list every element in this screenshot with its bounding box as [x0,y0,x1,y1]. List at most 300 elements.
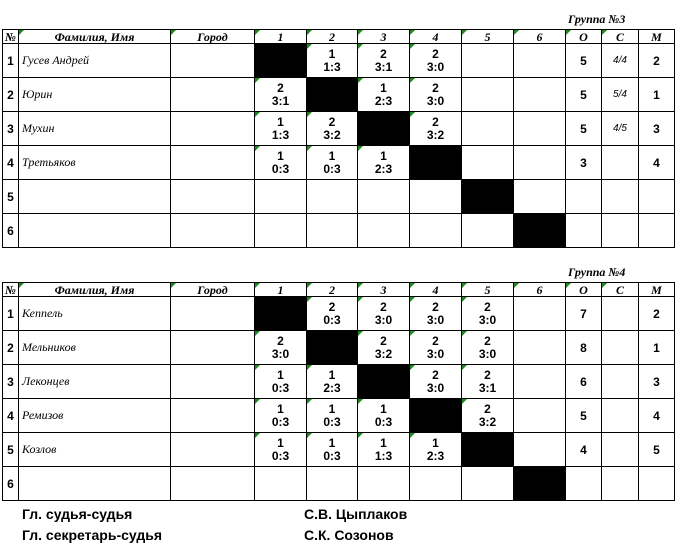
match-points: 1 [380,401,387,416]
player-number: 5 [3,433,19,467]
table-row [3,78,675,112]
corner-marker-icon [307,112,312,117]
match-cell [462,146,514,180]
column-header: М [639,283,675,297]
place: 3 [639,365,675,399]
player-name: Третьяков [19,146,171,180]
match-cell [410,331,462,365]
match-points: 2 [484,401,491,416]
table-row [3,433,675,467]
corner-marker-icon [255,112,260,117]
corner-marker-icon [358,30,363,35]
player-number: 3 [3,365,19,399]
corner-marker-icon [462,399,467,404]
corner-marker-icon [410,365,415,370]
match-cell [514,180,566,214]
corner-marker-icon [255,78,260,83]
corner-marker-icon [358,297,363,302]
corner-marker-icon [410,297,415,302]
match-score: 1:3 [271,127,290,142]
match-cell [462,214,514,248]
match-points: 1 [277,401,284,416]
diagonal-cell [514,214,566,248]
match-cell [514,44,566,78]
player-city [171,467,255,501]
table-row [3,180,675,214]
diagonal-cell [514,467,566,501]
diagonal-cell [462,180,514,214]
match-score: 0:3 [323,161,341,176]
place [639,467,675,501]
corner-marker-icon [171,283,176,288]
player-city [171,365,255,399]
points-total: 6 [566,365,602,399]
match-score: 3:2 [478,414,497,429]
corner-marker-icon [462,365,467,370]
corner-marker-icon [255,365,260,370]
match-cell [255,78,307,112]
match-score: 3:0 [426,59,445,74]
match-cell [307,214,358,248]
match-cell [410,433,462,467]
place: 2 [639,297,675,331]
match-points: 1 [277,367,284,382]
player-city [171,146,255,180]
player-name: Мухин [19,112,171,146]
column-header: 5 [462,30,514,44]
match-cell [514,112,566,146]
match-points: 2 [432,80,439,95]
sets-ratio [602,399,639,433]
match-points: 1 [380,435,387,450]
match-cell [410,44,462,78]
player-city [171,44,255,78]
column-header: № [3,283,19,297]
player-city [171,331,255,365]
match-cell [358,399,410,433]
match-score: 3:0 [426,346,445,361]
points-total [566,180,602,214]
corner-marker-icon [410,433,415,438]
table-row [3,467,675,501]
place: 3 [639,112,675,146]
player-number: 6 [3,214,19,248]
column-header: 3 [358,283,410,297]
match-points: 1 [380,80,387,95]
match-score: 3:0 [271,346,290,361]
match-cell [358,467,410,501]
player-city [171,112,255,146]
corner-marker-icon [19,30,24,35]
match-cell [307,297,358,331]
player-number: 5 [3,180,19,214]
corner-marker-icon [410,283,415,288]
match-cell [255,365,307,399]
player-number: 1 [3,44,19,78]
column-header: 6 [514,283,566,297]
match-cell [255,112,307,146]
match-points: 2 [484,333,491,348]
match-score: 0:3 [374,414,393,429]
match-cell [307,44,358,78]
player-name: Леконцев [19,365,171,399]
diagonal-cell [307,331,358,365]
column-header: Фамилия, Имя [19,30,171,44]
match-score: 2:3 [374,93,393,108]
match-cell [307,365,358,399]
match-score: 3:0 [426,380,445,395]
match-points: 1 [380,148,387,163]
corner-marker-icon [255,30,260,35]
match-cell [410,180,462,214]
table-row [3,365,675,399]
match-points: 1 [277,148,284,163]
corner-marker-icon [171,30,176,35]
match-points: 2 [380,333,387,348]
sets-ratio [602,331,639,365]
player-number: 2 [3,331,19,365]
corner-marker-icon [358,78,363,83]
place: 1 [639,78,675,112]
column-header: 1 [255,283,307,297]
diagonal-cell [410,146,462,180]
match-cell [410,214,462,248]
place: 4 [639,399,675,433]
points-total: 5 [566,44,602,78]
match-points: 2 [432,367,439,382]
chief-secretary-label: Гл. секретарь-судья [22,527,162,543]
match-cell [307,467,358,501]
player-number: 2 [3,78,19,112]
match-cell [462,365,514,399]
place: 5 [639,433,675,467]
match-cell [358,44,410,78]
match-score: 3:0 [426,312,445,327]
match-cell [462,78,514,112]
sets-ratio [602,365,639,399]
table-row [3,112,675,146]
column-header: № [3,30,19,44]
corner-marker-icon [358,44,363,49]
column-header: 4 [410,283,462,297]
corner-marker-icon [307,365,312,370]
match-score: 3:0 [478,346,497,361]
match-score: 3:1 [374,59,393,74]
match-cell [410,467,462,501]
corner-marker-icon [514,283,519,288]
match-cell [358,180,410,214]
table-row [3,146,675,180]
corner-marker-icon [307,399,312,404]
points-total: 4 [566,433,602,467]
corner-marker-icon [462,297,467,302]
table-row [3,297,675,331]
match-points: 1 [328,148,336,163]
corner-marker-icon [410,331,415,336]
place [639,214,675,248]
corner-marker-icon [410,30,415,35]
diagonal-cell [410,399,462,433]
match-points: 1 [328,401,336,416]
match-points: 1 [328,367,336,382]
match-cell [410,365,462,399]
player-name: Мельников [19,331,171,365]
player-city [171,180,255,214]
player-number: 4 [3,146,19,180]
corner-marker-icon [514,30,519,35]
column-header: 3 [358,30,410,44]
match-cell [514,331,566,365]
points-total: 7 [566,297,602,331]
match-score: 3:2 [374,346,393,361]
match-score: 2:3 [426,448,445,463]
player-name: Ремизов [19,399,171,433]
corner-marker-icon [255,433,260,438]
points-total: 5 [566,399,602,433]
corner-marker-icon [462,30,467,35]
match-score: 0:3 [323,312,341,327]
corner-marker-icon [307,433,312,438]
table-row [3,44,675,78]
corner-marker-icon [307,297,312,302]
diagonal-cell [358,112,410,146]
match-cell [462,297,514,331]
sets-ratio: 5/4 [602,78,639,112]
match-score: 0:3 [271,448,290,463]
sets-ratio [602,180,639,214]
column-header: 2 [307,30,358,44]
match-score: 0:3 [271,414,290,429]
match-cell [514,78,566,112]
corner-marker-icon [410,44,415,49]
sets-ratio: 4/4 [602,44,639,78]
player-name: Гусев Андрей [19,44,171,78]
group-4-title: Группа №4 [568,265,626,279]
diagonal-cell [462,433,514,467]
player-city [171,214,255,248]
player-name [19,467,171,501]
corner-marker-icon [602,30,607,35]
match-cell [514,365,566,399]
match-points: 2 [380,46,387,61]
match-points: 2 [484,299,491,314]
corner-marker-icon [462,331,467,336]
player-name: Юрин [19,78,171,112]
corner-marker-icon [462,283,467,288]
corner-marker-icon [566,30,571,35]
match-cell [410,297,462,331]
match-cell [255,467,307,501]
match-cell [514,399,566,433]
table-row [3,214,675,248]
player-number: 4 [3,399,19,433]
match-cell [358,146,410,180]
place: 2 [639,44,675,78]
corner-marker-icon [19,283,24,288]
match-score: 3:0 [478,312,497,327]
match-score: 0:3 [271,380,290,395]
match-cell [514,146,566,180]
player-name [19,214,171,248]
chief-judge-name: С.В. Цыплаков [304,506,408,522]
diagonal-cell [358,365,410,399]
column-header: О [566,283,602,297]
place [639,180,675,214]
match-cell [410,112,462,146]
corner-marker-icon [255,283,260,288]
corner-marker-icon [410,78,415,83]
match-score: 3:1 [271,93,290,108]
group-4-table [2,282,675,501]
column-header: С [602,283,639,297]
corner-marker-icon [255,331,260,336]
header-row [3,283,675,297]
match-score: 3:0 [426,93,445,108]
player-name: Кеппель [19,297,171,331]
match-points: 2 [328,114,336,129]
group-3-title: Группа №3 [568,12,626,26]
sets-ratio [602,146,639,180]
match-cell [462,399,514,433]
match-cell [462,44,514,78]
player-city [171,399,255,433]
table-row [3,331,675,365]
match-cell [307,433,358,467]
match-score: 0:3 [323,414,341,429]
match-cell [358,78,410,112]
match-cell [255,214,307,248]
player-number: 3 [3,112,19,146]
match-points: 2 [432,333,439,348]
match-points: 1 [432,435,439,450]
group-3-table [2,29,675,248]
match-cell [462,112,514,146]
match-cell [255,433,307,467]
sets-ratio: 4/5 [602,112,639,146]
corner-marker-icon [307,146,312,151]
column-header: С [602,30,639,44]
place: 4 [639,146,675,180]
corner-marker-icon [358,399,363,404]
match-score: 3:0 [374,312,393,327]
match-cell [255,399,307,433]
match-cell [358,297,410,331]
match-cell [358,433,410,467]
corner-marker-icon [358,331,363,336]
player-city [171,433,255,467]
match-points: 1 [328,435,336,450]
player-city [171,78,255,112]
player-number: 6 [3,467,19,501]
diagonal-cell [307,78,358,112]
player-number: 1 [3,297,19,331]
match-score: 2:3 [323,380,341,395]
match-cell [255,331,307,365]
corner-marker-icon [307,44,312,49]
column-header: 1 [255,30,307,44]
match-points: 2 [484,367,491,382]
corner-marker-icon [602,283,607,288]
header-row [3,30,675,44]
column-header: 2 [307,283,358,297]
match-score: 0:3 [271,161,290,176]
chief-secretary-name: С.К. Созонов [304,527,394,543]
match-cell [514,433,566,467]
corner-marker-icon [255,146,260,151]
corner-marker-icon [307,30,312,35]
column-header: О [566,30,602,44]
corner-marker-icon [307,283,312,288]
match-cell [307,399,358,433]
player-name: Козлов [19,433,171,467]
column-header: 4 [410,30,462,44]
chief-judge-label: Гл. судья-судья [22,506,133,522]
match-points: 2 [277,333,284,348]
sets-ratio [602,297,639,331]
match-cell [358,214,410,248]
points-total: 8 [566,331,602,365]
diagonal-cell [255,44,307,78]
match-score: 1:3 [374,448,393,463]
sets-ratio [602,467,639,501]
column-header: Город [171,283,255,297]
corner-marker-icon [358,433,363,438]
match-cell [307,112,358,146]
match-score: 2:3 [374,161,393,176]
match-score: 3:2 [323,127,341,142]
corner-marker-icon [255,399,260,404]
player-name [19,180,171,214]
match-points: 1 [277,114,284,129]
match-score: 3:1 [478,380,497,395]
match-points: 2 [432,46,439,61]
match-points: 2 [328,299,336,314]
match-points: 2 [380,299,387,314]
column-header: Фамилия, Имя [19,283,171,297]
match-cell [307,146,358,180]
points-total: 3 [566,146,602,180]
column-header: М [639,30,675,44]
match-points: 2 [432,299,439,314]
match-points: 2 [432,114,439,129]
column-header: 5 [462,283,514,297]
column-header: 6 [514,30,566,44]
match-cell [410,78,462,112]
sets-ratio [602,214,639,248]
match-cell [255,146,307,180]
match-score: 0:3 [323,448,341,463]
corner-marker-icon [358,146,363,151]
match-cell [514,297,566,331]
match-cell [358,331,410,365]
match-points: 2 [277,80,284,95]
match-cell [462,467,514,501]
match-score: 1:3 [323,59,341,74]
match-cell [255,180,307,214]
corner-marker-icon [566,283,571,288]
points-total [566,214,602,248]
points-total: 5 [566,112,602,146]
points-total: 5 [566,78,602,112]
match-score: 3:2 [426,127,445,142]
match-cell [307,180,358,214]
column-header: Город [171,30,255,44]
points-total [566,467,602,501]
diagonal-cell [255,297,307,331]
place: 1 [639,331,675,365]
corner-marker-icon [358,283,363,288]
match-points: 1 [328,46,336,61]
